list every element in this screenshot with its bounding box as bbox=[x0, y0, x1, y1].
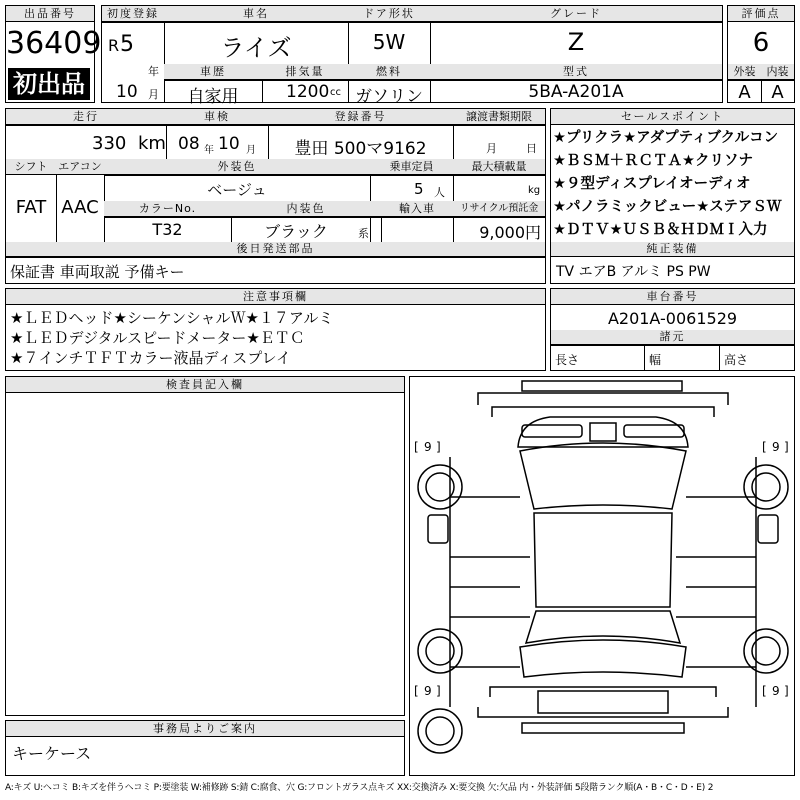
insp-month-unit: 月 bbox=[246, 145, 256, 156]
score-label: 評価点 bbox=[728, 6, 794, 22]
car-name: ライズ bbox=[220, 34, 292, 62]
ext-color: ベージュ bbox=[207, 181, 267, 199]
sales-line: ★ＤＴＶ★ＵＳＢ＆ＨＤＭＩ入力 bbox=[553, 222, 768, 238]
later-parts: 保証書 車両取説 予備キー bbox=[10, 263, 185, 281]
door-type: 5W bbox=[372, 30, 406, 54]
capacity-unit: 人 bbox=[434, 186, 445, 199]
sales-points bbox=[553, 127, 781, 242]
car-diagram-box bbox=[409, 376, 795, 776]
inspector-label: 検査員記入欄 bbox=[6, 377, 404, 393]
insp-year: 08 bbox=[178, 134, 200, 154]
svg-text:]: ] bbox=[784, 440, 789, 454]
transfer-label: 譲渡書類期限 bbox=[453, 109, 545, 125]
int-color: ブラック bbox=[264, 222, 328, 241]
car-name-label: 車名 bbox=[164, 6, 348, 22]
month-unit: 月 bbox=[148, 88, 159, 101]
notes-box bbox=[5, 288, 546, 371]
color-no: T32 bbox=[152, 220, 183, 239]
chassis-label: 車台番号 bbox=[551, 289, 794, 305]
color-no-label: カラーNo. bbox=[104, 201, 231, 217]
svg-text:[: [ bbox=[414, 684, 419, 698]
note-line: ★ＬＥＤデジタルスピードメーター★ＥＴＣ bbox=[10, 329, 305, 347]
notes-text bbox=[10, 308, 333, 368]
fuel-label: 燃料 bbox=[348, 64, 430, 80]
int-color-label: 内装色 bbox=[231, 201, 381, 217]
load-unit: kg bbox=[528, 185, 541, 196]
sales-line: ★パノラミックビュー★ステアＳＷ bbox=[553, 199, 782, 215]
recycle-label: リサイクル預託金 bbox=[453, 201, 545, 217]
history-label: 車歴 bbox=[164, 64, 262, 80]
score-box bbox=[727, 5, 795, 103]
first-reg-year: 5 bbox=[120, 32, 134, 57]
lot-label: 出品番号 bbox=[6, 6, 94, 22]
lot-number: 36409 bbox=[6, 26, 102, 61]
office-text: キーケース bbox=[12, 744, 92, 763]
int-label: 内装 bbox=[761, 64, 794, 80]
inspector-box bbox=[5, 376, 405, 716]
first-reg-label: 初度登録 bbox=[102, 6, 164, 22]
transfer-month-unit: 月 bbox=[486, 142, 497, 155]
mileage: 330 bbox=[92, 133, 127, 154]
dims-label: 諸元 bbox=[551, 330, 794, 345]
displacement-label: 排気量 bbox=[262, 64, 348, 80]
office-box bbox=[5, 720, 405, 776]
reg-label: 登録番号 bbox=[268, 109, 453, 125]
note-line: ★７インチＴＦＴカラー液晶ディスプレイ bbox=[10, 349, 291, 367]
shift: FAT bbox=[15, 197, 47, 218]
notes-label: 注意事項欄 bbox=[6, 289, 545, 305]
svg-text:]: ] bbox=[436, 684, 441, 698]
door-label: ドア形状 bbox=[348, 6, 430, 22]
sales-line: ★ＢＳＭ＋ＲＣＴＡ★クリソナ bbox=[553, 153, 753, 169]
tire-depth-rr: 9 bbox=[772, 684, 780, 698]
ext-color-label: 外装色 bbox=[104, 159, 370, 175]
tire-depth-rl: 9 bbox=[424, 684, 432, 698]
ext-label: 外装 bbox=[728, 64, 761, 80]
legend: A:キズ U:ヘコミ B:キズを伴うヘコミ P:要塗装 W:補修跡 S:錆 C:腐食、穴 G:フロントガラス点キズ XX:交換済み X:要交換 欠:欠品 内・外装評価 5段階ランク順(A・B・C・D・E) 2 bbox=[5, 783, 714, 793]
sales-box bbox=[550, 108, 795, 284]
equipment: TV エアB アルミ PS PW bbox=[556, 264, 711, 280]
first-reg-month: 10 bbox=[116, 82, 138, 102]
import-label: 輸入車 bbox=[381, 201, 453, 217]
year-unit: 年 bbox=[148, 65, 159, 78]
recycle-fee: 9,000円 bbox=[479, 223, 541, 242]
note-line: ★ＬＥＤヘッド★シーケンシャルＷ★１７アルミ bbox=[10, 309, 334, 327]
score: 6 bbox=[752, 28, 770, 58]
chassis-number: A201A-0061529 bbox=[607, 309, 738, 328]
sales-line: ★プリクラ★アダプティブクルコン bbox=[553, 130, 779, 146]
width-label: 幅 bbox=[649, 353, 662, 367]
model: 5BA-A201A bbox=[528, 82, 624, 102]
grade-label: グレード bbox=[430, 6, 722, 22]
shift-label: シフト bbox=[6, 159, 56, 175]
capacity-label: 乗車定員 bbox=[370, 159, 453, 175]
int-grade: A bbox=[771, 82, 784, 103]
era: R bbox=[108, 36, 120, 55]
tire-depth-fr: 9 bbox=[772, 440, 780, 454]
transfer-day-unit: 日 bbox=[526, 142, 537, 155]
ext-grade: A bbox=[738, 82, 751, 103]
car-diagram bbox=[410, 377, 793, 774]
chassis-box bbox=[550, 288, 795, 371]
sales-line: ★９型ディスプレイオーディオ bbox=[553, 176, 751, 192]
length-label: 長さ bbox=[555, 353, 580, 367]
ac: AAC bbox=[61, 197, 99, 218]
equipment-label: 純正装備 bbox=[551, 242, 794, 257]
office-label: 事務局よりご案内 bbox=[6, 721, 404, 737]
insp-month: 10 bbox=[218, 134, 240, 154]
displacement: 1200 bbox=[286, 82, 330, 102]
mileage-unit: km bbox=[138, 133, 166, 154]
history: 自家用 bbox=[187, 87, 239, 107]
svg-text:[: [ bbox=[414, 440, 419, 454]
ac-label: エアコン bbox=[56, 159, 104, 175]
svg-text:]: ] bbox=[436, 440, 441, 454]
vehicle-header bbox=[101, 5, 723, 107]
displacement-unit: cc bbox=[330, 87, 341, 98]
insp-year-unit: 年 bbox=[204, 145, 214, 156]
svg-text:[: [ bbox=[762, 440, 767, 454]
load-label: 最大積載量 bbox=[453, 159, 545, 175]
model-label: 型式 bbox=[430, 64, 722, 80]
reg-number: 豊田 500マ9162 bbox=[294, 139, 427, 159]
mileage-label: 走行 bbox=[6, 109, 166, 125]
grade: Z bbox=[567, 28, 585, 56]
svg-text:]: ] bbox=[784, 684, 789, 698]
lot-box bbox=[5, 5, 102, 103]
svg-text:[: [ bbox=[762, 684, 767, 698]
sales-label: セールスポイント bbox=[551, 109, 794, 125]
inspection-label: 車検 bbox=[166, 109, 268, 125]
tire-depth-fl: 9 bbox=[424, 440, 432, 454]
capacity: 5 bbox=[414, 180, 424, 198]
later-parts-label: 後日発送部品 bbox=[6, 242, 545, 257]
details-box bbox=[5, 108, 546, 284]
fuel: ガソリン bbox=[355, 87, 423, 107]
height-label: 高さ bbox=[724, 353, 749, 367]
int-color-suffix: 系 bbox=[358, 227, 369, 240]
first-listing-badge: 初出品 bbox=[8, 68, 90, 100]
